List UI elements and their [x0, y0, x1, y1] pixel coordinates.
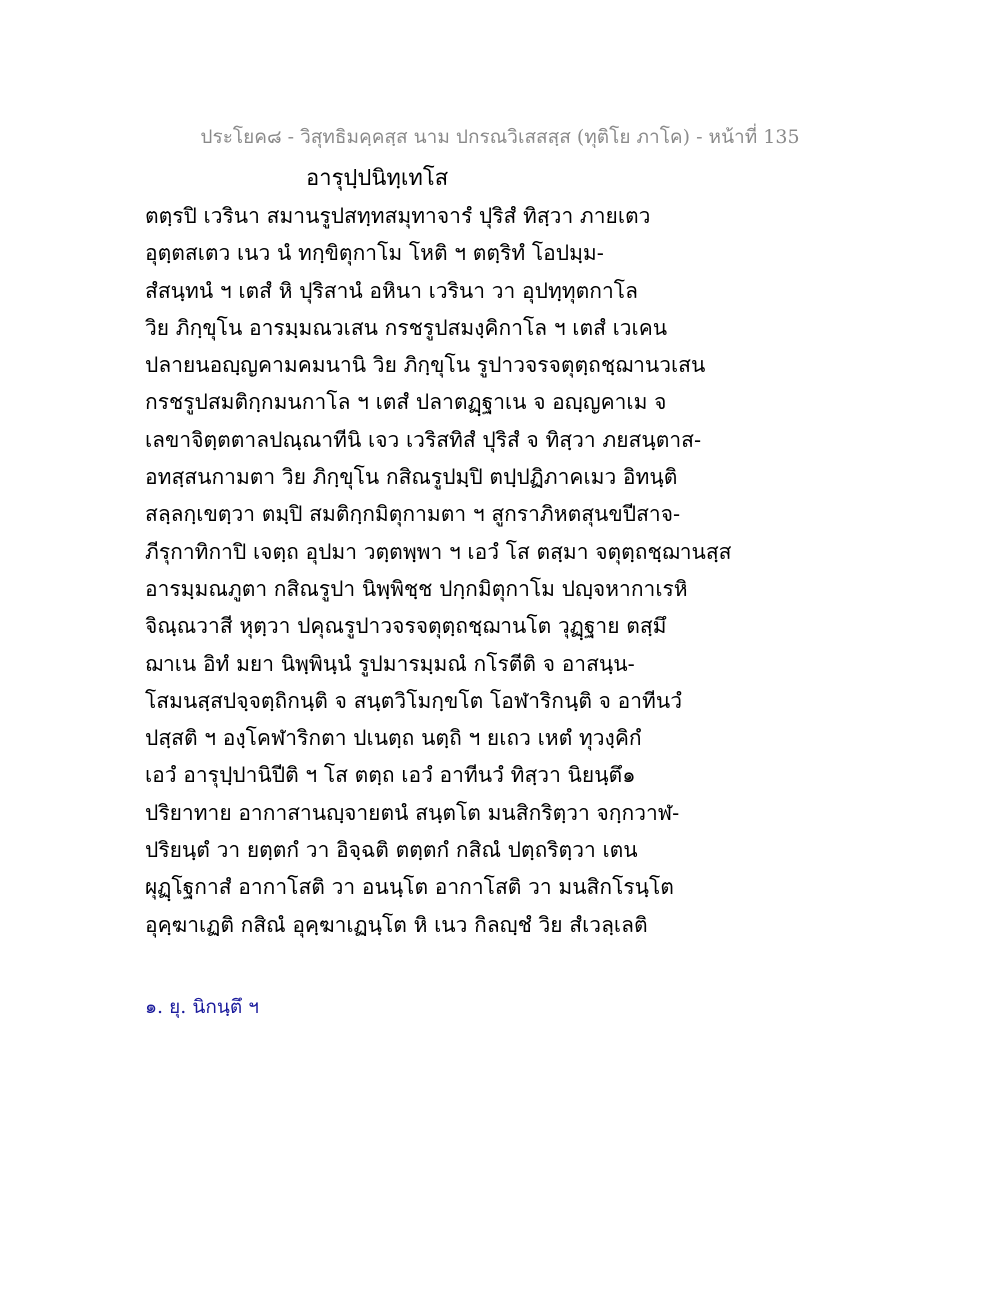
body-line: ปริยนฺตํ วา ยตฺตกํ วา อิจฺฉติ ตตฺตกํ กสิณํ ปตฺถริตฺวา เตน	[145, 838, 638, 863]
body-line: ผุฏฺโฐกาสํ อากาโสติ วา อนนฺโต อากาโสติ วา มนสิกโรนฺโต	[145, 875, 674, 900]
body-line: ปสฺสติ ฯ องฺโคฬาริกตา ปเนตฺถ นตฺถิ ฯ ยเถว เหตํ ทุวงฺคิกํ	[145, 726, 642, 751]
body-line: ปลายนอญฺญคามคมนานิ วิย ภิกฺขุโน รูปาวจรจตุตฺถชฺฌานวเสน	[145, 353, 706, 378]
body-line: อารมฺมณภูตา กสิณรูปา นิพฺพิชฺช ปกฺกมิตุกาโม ปญฺจหากาเรหิ	[145, 576, 688, 601]
body-line: อทสฺสนกามตา วิย ภิกฺขุโน กสิณรูปมฺปิ ตปฺปฏิภาคเมว อิทนฺติ	[145, 465, 678, 490]
page-header: ประโยค๘ - วิสุทธิมคฺคสฺส นาม ปกรณวิเสสสฺส (ทุติโย ภาโค) - หน้าที่ 135	[200, 126, 800, 148]
section-heading: อารุปฺปนิทฺเทโส	[306, 166, 449, 191]
body-line: สํสนฺทนํ ฯ เตสํ หิ ปุริสานํ อหินา เวรินา วา อุปทฺทุตกาโล	[145, 278, 638, 303]
body-line: ฌาเน อิทํ มยา นิพฺพินฺนํ รูปมารมฺมณํ กโรตีติ จ อาสนฺน-	[145, 651, 635, 676]
footnote: ๑. ยุ. นิกนฺตึ ฯ	[145, 996, 259, 1018]
body-line: วิย ภิกฺขุโน อารมฺมณวเสน กรชรูปสมงฺคิกาโล ฯ เตสํ เวเคน	[145, 315, 668, 340]
body-line: จิณฺณวาสี หุตฺวา ปคุณรูปาวจรจตุตฺถชฺฌานโต วุฏฺฐาย ตสฺมึ	[145, 614, 667, 639]
body-line: กรชรูปสมติกฺกมนกาโล ฯ เตสํ ปลาตฏฺฐาเน จ อญฺญคาเม จ	[145, 390, 667, 415]
body-line: ปริยาทาย อากาสานญฺจายตนํ สนฺตโต มนสิกริตฺวา จกฺกวาฬ-	[145, 800, 680, 825]
body-line: ภีรุกาทิกาปิ เจตฺถ อุปมา วตฺตพฺพา ฯ เอวํ โส ตสฺมา จตุตฺถชฺฌานสฺส	[145, 539, 732, 564]
body-line: เอวํ อารุปฺปานิปีติ ฯ โส ตตฺถ เอวํ อาทีนวํ ทิสฺวา นิยนฺตึ๑	[145, 763, 636, 788]
body-line: โสมนสฺสปจฺจตฺถิกนฺติ จ สนฺตวิโมกฺขโต โอฬาริกนฺติ จ อาทีนวํ	[145, 688, 683, 713]
body-line: สลฺลกฺเขตฺวา ตมฺปิ สมติกฺกมิตุกามตา ฯ สูกราภิหตสุนขปีสาจ-	[145, 502, 681, 527]
body-line: อุคฺฆาเฏติ กสิณํ อุคฺฆาเฏนฺโต หิ เนว กิลญฺชํ วิย สํเวลฺเลติ	[145, 912, 648, 937]
body-line: ตตฺรปิ เวรินา สมานรูปสทฺทสมุทาจารํ ปุริสํ ทิสฺวา ภายเตว	[145, 204, 651, 228]
body-line: อุตฺตสเตว เนว นํ ทกฺขิตุกาโม โหติ ฯ ตตฺริทํ โอปมฺม-	[145, 241, 604, 266]
body-line: เลขาจิตฺตตาลปณฺณาทีนิ เจว เวริสทิสํ ปุริสํ จ ทิสฺวา ภยสนฺตาส-	[145, 427, 702, 452]
body-text	[145, 198, 732, 944]
